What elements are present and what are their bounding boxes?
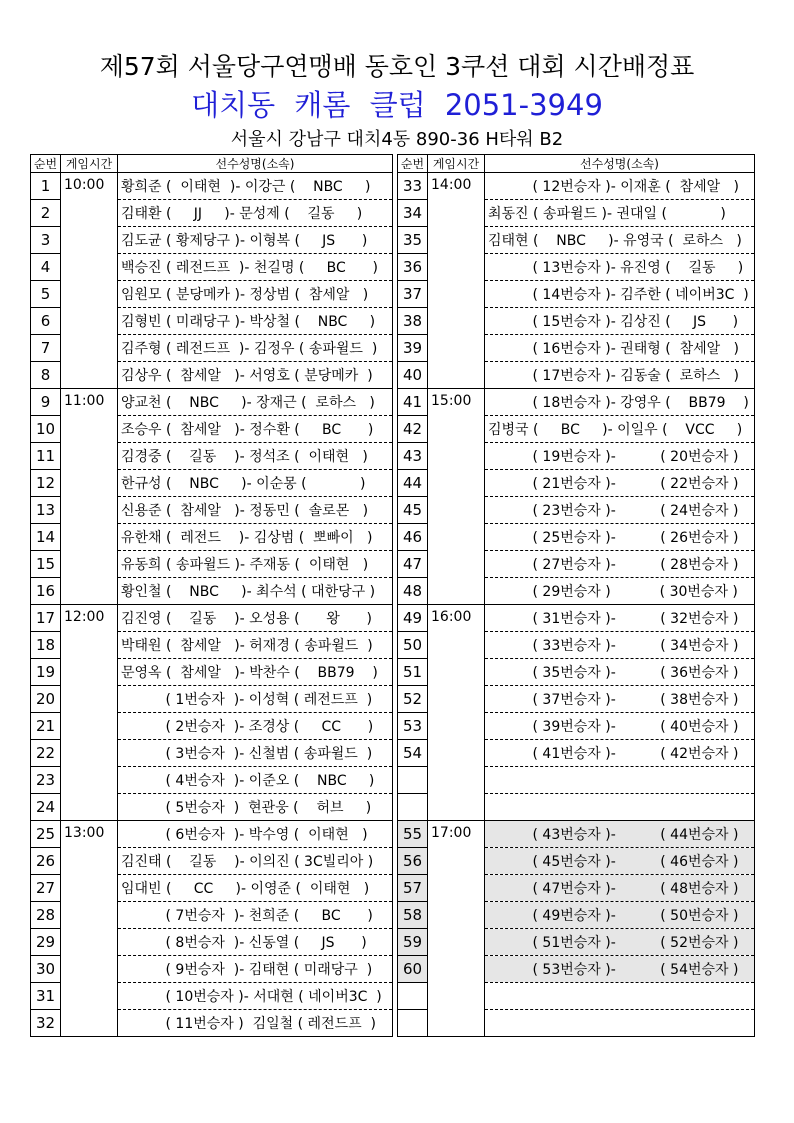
match-players: 신용준 ( 참세알 )- 정동민 ( 솔로몬 ): [118, 497, 393, 524]
match-number: 30: [31, 956, 61, 983]
match-number: 9: [31, 389, 61, 416]
table-row: [31, 821, 393, 848]
match-number: 42: [398, 416, 428, 443]
match-players: ( 27번승자 )- ( 28번승자 ): [485, 551, 755, 578]
club-address: 서울시 강남구 대치4동 890-36 H타워 B2: [230, 129, 564, 150]
match-players: ( 33번승자 )- ( 34번승자 ): [485, 632, 755, 659]
table-row: [398, 389, 755, 416]
match-number: 27: [31, 875, 61, 902]
match-number: 31: [31, 983, 61, 1010]
game-time: 11:00: [61, 389, 118, 605]
match-number: 17: [31, 605, 61, 632]
table-row: [31, 173, 393, 200]
match-number: 37: [398, 281, 428, 308]
match-number: [398, 767, 428, 794]
match-number: 10: [31, 416, 61, 443]
match-number: 56: [398, 848, 428, 875]
page-title: 제57회 서울당구연맹배 동호인 3쿠션 대회 시간배정표: [99, 52, 695, 81]
table-row: [398, 821, 755, 848]
match-number: 59: [398, 929, 428, 956]
match-number: 18: [31, 632, 61, 659]
match-players: ( 16번승자 )- 권태형 ( 참세알 ): [485, 335, 755, 362]
match-players: ( 9번승자 )- 김태현 ( 미래당구 ): [118, 956, 393, 983]
match-players: ( 1번승자 )- 이성혁 ( 레전드프 ): [118, 686, 393, 713]
match-players: 백승진 ( 레전드프 )- 천길명 ( BC ): [118, 254, 393, 281]
schedule-table-right: [397, 154, 755, 1037]
table-row: [31, 389, 393, 416]
table-header-row: [31, 155, 393, 173]
match-players: 최동진 ( 송파윌드 )- 권대일 ( ): [485, 200, 755, 227]
match-players: ( 51번승자 )- ( 52번승자 ): [485, 929, 755, 956]
match-players: ( 15번승자 )- 김상진 ( JS ): [485, 308, 755, 335]
match-number: 38: [398, 308, 428, 335]
match-number: 3: [31, 227, 61, 254]
match-players: 황인철 ( NBC )- 최수석 ( 대한당구 ): [118, 578, 393, 605]
match-number: [398, 1010, 428, 1037]
match-players: ( 10번승자 )- 서대현 ( 네이버3C ): [118, 983, 393, 1010]
match-players: [485, 767, 755, 794]
match-players: 박태원 ( 참세알 )- 허재경 ( 송파윌드 ): [118, 632, 393, 659]
match-players: ( 5번승자 ) 현관웅 ( 허브 ): [118, 794, 393, 821]
match-number: 43: [398, 443, 428, 470]
match-number: 55: [398, 821, 428, 848]
match-players: ( 31번승자 )- ( 32번승자 ): [485, 605, 755, 632]
match-number: 33: [398, 173, 428, 200]
header-time: 게임시간: [61, 155, 118, 173]
match-players: ( 53번승자 )- ( 54번승자 ): [485, 956, 755, 983]
match-number: 22: [31, 740, 61, 767]
match-number: 24: [31, 794, 61, 821]
match-players: 김태환 ( JJ )- 문성제 ( 길동 ): [118, 200, 393, 227]
match-players: ( 7번승자 )- 천희준 ( BC ): [118, 902, 393, 929]
header-players: 선수성명(소속): [118, 155, 393, 173]
match-players: ( 45번승자 )- ( 46번승자 ): [485, 848, 755, 875]
table-header-row: [398, 155, 755, 173]
match-players: 김진태 ( 길동 )- 이의진 ( 3C빌리아 ): [118, 848, 393, 875]
match-players: [485, 794, 755, 821]
match-number: 34: [398, 200, 428, 227]
match-number: 57: [398, 875, 428, 902]
match-players: 임원모 ( 분당메카 )- 정상범 ( 참세알 ): [118, 281, 393, 308]
match-number: 49: [398, 605, 428, 632]
match-players: 김병국 ( BC )- 이일우 ( VCC ): [485, 416, 755, 443]
match-players: ( 21번승자 )- ( 22번승자 ): [485, 470, 755, 497]
match-players: 김경중 ( 길동 )- 정석조 ( 이태현 ): [118, 443, 393, 470]
match-players: ( 12번승자 )- 이재훈 ( 참세알 ): [485, 173, 755, 200]
match-number: 16: [31, 578, 61, 605]
match-players: 한규성 ( NBC )- 이순몽 ( ): [118, 470, 393, 497]
match-players: 김진영 ( 길동 )- 오성용 ( 왕 ): [118, 605, 393, 632]
match-players: ( 14번승자 )- 김주한 ( 네이버3C ): [485, 281, 755, 308]
match-number: 11: [31, 443, 61, 470]
match-players: ( 3번승자 )- 신철범 ( 송파윌드 ): [118, 740, 393, 767]
match-players: ( 19번승자 )- ( 20번승자 ): [485, 443, 755, 470]
match-players: ( 6번승자 )- 박수영 ( 이태현 ): [118, 821, 393, 848]
match-number: 6: [31, 308, 61, 335]
match-number: 47: [398, 551, 428, 578]
match-number: 8: [31, 362, 61, 389]
match-number: 1: [31, 173, 61, 200]
header-num: 순번: [31, 155, 61, 173]
match-number: 29: [31, 929, 61, 956]
header-players: 선수성명(소속): [485, 155, 755, 173]
match-players: ( 29번승자 ) ( 30번승자 ): [485, 578, 755, 605]
game-time: 10:00: [61, 173, 118, 389]
match-number: 21: [31, 713, 61, 740]
match-number: 51: [398, 659, 428, 686]
game-time: 13:00: [61, 821, 118, 1037]
table-row: [398, 173, 755, 200]
match-players: ( 8번승자 )- 신동열 ( JS ): [118, 929, 393, 956]
match-number: 58: [398, 902, 428, 929]
match-players: ( 4번승자 )- 이준오 ( NBC ): [118, 767, 393, 794]
match-number: 36: [398, 254, 428, 281]
match-number: 48: [398, 578, 428, 605]
match-players: ( 49번승자 )- ( 50번승자 ): [485, 902, 755, 929]
header-num: 순번: [398, 155, 428, 173]
match-players: ( 35번승자 )- ( 36번승자 ): [485, 659, 755, 686]
match-number: 23: [31, 767, 61, 794]
schedule-table-left: [30, 154, 393, 1037]
match-number: 40: [398, 362, 428, 389]
match-number: 28: [31, 902, 61, 929]
match-number: 2: [31, 200, 61, 227]
match-players: 양교천 ( NBC )- 장재근 ( 로하스 ): [118, 389, 393, 416]
match-number: 60: [398, 956, 428, 983]
match-number: 53: [398, 713, 428, 740]
game-time: 17:00: [428, 821, 485, 1037]
match-number: 5: [31, 281, 61, 308]
match-players: 김태현 ( NBC )- 유영국 ( 로하스 ): [485, 227, 755, 254]
club-info: 대치동 캐롬 클럽 2051-3949: [191, 88, 603, 122]
match-players: 유한채 ( 레전드 )- 김상범 ( 뽀빠이 ): [118, 524, 393, 551]
header-time: 게임시간: [428, 155, 485, 173]
match-number: 50: [398, 632, 428, 659]
match-number: 26: [31, 848, 61, 875]
match-players: 문영옥 ( 참세알 )- 박찬수 ( BB79 ): [118, 659, 393, 686]
match-players: ( 23번승자 )- ( 24번승자 ): [485, 497, 755, 524]
match-players: ( 18번승자 )- 강영우 ( BB79 ): [485, 389, 755, 416]
match-players: ( 25번승자 )- ( 26번승자 ): [485, 524, 755, 551]
match-players: ( 47번승자 )- ( 48번승자 ): [485, 875, 755, 902]
match-players: ( 37번승자 )- ( 38번승자 ): [485, 686, 755, 713]
table-row: [31, 605, 393, 632]
match-players: 김주형 ( 레전드프 )- 김정우 ( 송파윌드 ): [118, 335, 393, 362]
match-number: 12: [31, 470, 61, 497]
game-time: 12:00: [61, 605, 118, 821]
match-players: 조승우 ( 참세알 )- 정수환 ( BC ): [118, 416, 393, 443]
match-number: 41: [398, 389, 428, 416]
match-number: 14: [31, 524, 61, 551]
match-number: 4: [31, 254, 61, 281]
match-players: 임대빈 ( CC )- 이영준 ( 이태현 ): [118, 875, 393, 902]
match-players: 유동희 ( 송파윌드 )- 주재동 ( 이태현 ): [118, 551, 393, 578]
match-number: 44: [398, 470, 428, 497]
match-players: ( 13번승자 )- 유진영 ( 길동 ): [485, 254, 755, 281]
match-players: ( 39번승자 )- ( 40번승자 ): [485, 713, 755, 740]
match-players: ( 43번승자 )- ( 44번승자 ): [485, 821, 755, 848]
match-number: 15: [31, 551, 61, 578]
match-number: [398, 794, 428, 821]
match-players: 김상우 ( 참세알 )- 서영호 ( 분당메카 ): [118, 362, 393, 389]
match-number: 54: [398, 740, 428, 767]
match-number: 45: [398, 497, 428, 524]
match-number: 19: [31, 659, 61, 686]
match-number: 20: [31, 686, 61, 713]
match-players: 황희준 ( 이태현 )- 이강근 ( NBC ): [118, 173, 393, 200]
match-players: 김도균 ( 황제당구 )- 이형복 ( JS ): [118, 227, 393, 254]
match-number: 25: [31, 821, 61, 848]
match-number: 39: [398, 335, 428, 362]
match-number: 52: [398, 686, 428, 713]
match-number: 46: [398, 524, 428, 551]
game-time: 14:00: [428, 173, 485, 389]
match-players: ( 2번승자 )- 조경상 ( CC ): [118, 713, 393, 740]
match-number: 13: [31, 497, 61, 524]
match-players: ( 11번승자 ) 김일철 ( 레전드프 ): [118, 1010, 393, 1037]
table-row: [398, 605, 755, 632]
match-number: 7: [31, 335, 61, 362]
match-players: ( 17번승자 )- 김동술 ( 로하스 ): [485, 362, 755, 389]
match-number: 35: [398, 227, 428, 254]
match-players: [485, 1010, 755, 1037]
match-players: [485, 983, 755, 1010]
match-number: [398, 983, 428, 1010]
match-players: ( 41번승자 )- ( 42번승자 ): [485, 740, 755, 767]
game-time: 16:00: [428, 605, 485, 821]
match-players: 김형빈 ( 미래당구 )- 박상철 ( NBC ): [118, 308, 393, 335]
match-number: 32: [31, 1010, 61, 1037]
game-time: 15:00: [428, 389, 485, 605]
